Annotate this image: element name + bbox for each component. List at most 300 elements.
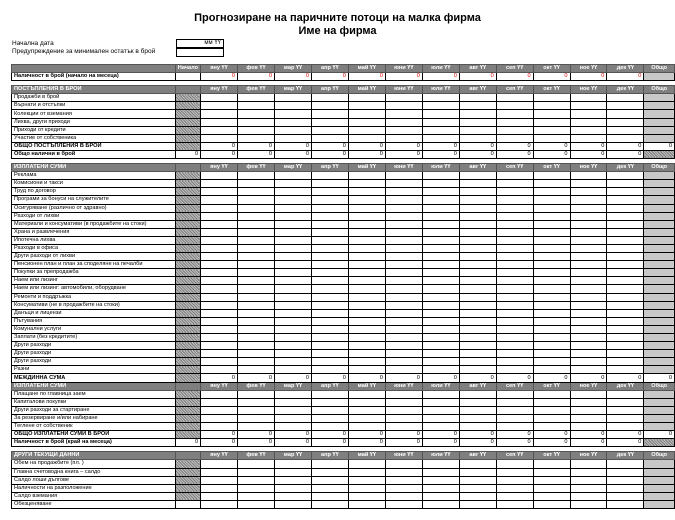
- month-cell[interactable]: [422, 460, 459, 468]
- month-cell[interactable]: [459, 102, 496, 110]
- month-cell[interactable]: [201, 484, 238, 492]
- month-cell[interactable]: [496, 102, 533, 110]
- month-cell[interactable]: [607, 277, 644, 285]
- month-cell[interactable]: [422, 484, 459, 492]
- month-cell[interactable]: 0: [607, 374, 644, 382]
- month-cell[interactable]: [459, 309, 496, 317]
- month-cell[interactable]: [607, 196, 644, 204]
- month-cell[interactable]: [311, 118, 348, 126]
- month-cell[interactable]: [311, 220, 348, 228]
- month-cell[interactable]: [385, 406, 422, 414]
- month-cell[interactable]: 0: [311, 73, 348, 81]
- month-cell[interactable]: [496, 212, 533, 220]
- month-cell[interactable]: [274, 102, 311, 110]
- month-cell[interactable]: [459, 476, 496, 484]
- month-cell[interactable]: [237, 180, 274, 188]
- month-cell[interactable]: [201, 285, 238, 293]
- month-cell[interactable]: [385, 204, 422, 212]
- month-cell[interactable]: [348, 188, 385, 196]
- month-cell[interactable]: [422, 134, 459, 142]
- month-cell[interactable]: [311, 301, 348, 309]
- month-cell[interactable]: [201, 94, 238, 102]
- month-cell[interactable]: [607, 212, 644, 220]
- month-cell[interactable]: [422, 269, 459, 277]
- month-cell[interactable]: [385, 212, 422, 220]
- month-cell[interactable]: [348, 317, 385, 325]
- month-cell[interactable]: [385, 476, 422, 484]
- month-cell[interactable]: [533, 253, 570, 261]
- month-cell[interactable]: [496, 172, 533, 180]
- month-cell[interactable]: [570, 204, 607, 212]
- month-cell[interactable]: [237, 398, 274, 406]
- month-cell[interactable]: 0: [237, 374, 274, 382]
- start-cell[interactable]: [175, 500, 200, 508]
- month-cell[interactable]: [422, 358, 459, 366]
- month-cell[interactable]: [348, 398, 385, 406]
- month-cell[interactable]: [496, 188, 533, 196]
- month-cell[interactable]: [533, 358, 570, 366]
- month-cell[interactable]: 0: [237, 431, 274, 439]
- month-cell[interactable]: [201, 301, 238, 309]
- month-cell[interactable]: [237, 476, 274, 484]
- month-cell[interactable]: [496, 342, 533, 350]
- month-cell[interactable]: [496, 261, 533, 269]
- month-cell[interactable]: [348, 285, 385, 293]
- month-cell[interactable]: [311, 172, 348, 180]
- month-cell[interactable]: [385, 358, 422, 366]
- month-cell[interactable]: [422, 325, 459, 333]
- month-cell[interactable]: [348, 269, 385, 277]
- month-cell[interactable]: [496, 180, 533, 188]
- min-balance-input[interactable]: [176, 48, 224, 57]
- month-cell[interactable]: [237, 134, 274, 142]
- month-cell[interactable]: [607, 261, 644, 269]
- month-cell[interactable]: [311, 366, 348, 374]
- month-cell[interactable]: 0: [496, 431, 533, 439]
- month-cell[interactable]: [237, 414, 274, 422]
- month-cell[interactable]: [496, 358, 533, 366]
- month-cell[interactable]: [311, 110, 348, 118]
- month-cell[interactable]: [237, 301, 274, 309]
- month-cell[interactable]: [422, 468, 459, 476]
- month-cell[interactable]: [274, 261, 311, 269]
- month-cell[interactable]: 0: [274, 150, 311, 158]
- month-cell[interactable]: [348, 118, 385, 126]
- month-cell[interactable]: [385, 414, 422, 422]
- month-cell[interactable]: [607, 468, 644, 476]
- month-cell[interactable]: [201, 253, 238, 261]
- month-cell[interactable]: [237, 500, 274, 508]
- month-cell[interactable]: [385, 285, 422, 293]
- month-cell[interactable]: [422, 342, 459, 350]
- month-cell[interactable]: [422, 309, 459, 317]
- month-cell[interactable]: [274, 285, 311, 293]
- month-cell[interactable]: [422, 253, 459, 261]
- month-cell[interactable]: 0: [274, 142, 311, 150]
- month-cell[interactable]: [201, 277, 238, 285]
- month-cell[interactable]: [274, 414, 311, 422]
- month-cell[interactable]: [311, 188, 348, 196]
- month-cell[interactable]: [533, 220, 570, 228]
- month-cell[interactable]: [311, 325, 348, 333]
- month-cell[interactable]: [274, 342, 311, 350]
- month-cell[interactable]: 0: [311, 142, 348, 150]
- month-cell[interactable]: [237, 212, 274, 220]
- month-cell[interactable]: [607, 118, 644, 126]
- month-cell[interactable]: [201, 134, 238, 142]
- month-cell[interactable]: [607, 317, 644, 325]
- month-cell[interactable]: [422, 301, 459, 309]
- month-cell[interactable]: [201, 414, 238, 422]
- month-cell[interactable]: 0: [311, 150, 348, 158]
- month-cell[interactable]: [348, 102, 385, 110]
- month-cell[interactable]: [237, 293, 274, 301]
- month-cell[interactable]: 0: [422, 142, 459, 150]
- month-cell[interactable]: [607, 220, 644, 228]
- month-cell[interactable]: [311, 317, 348, 325]
- month-cell[interactable]: 0: [496, 150, 533, 158]
- month-cell[interactable]: [311, 228, 348, 236]
- month-cell[interactable]: [459, 398, 496, 406]
- month-cell[interactable]: [201, 309, 238, 317]
- month-cell[interactable]: [237, 94, 274, 102]
- month-cell[interactable]: [533, 293, 570, 301]
- month-cell[interactable]: [607, 492, 644, 500]
- month-cell[interactable]: [385, 342, 422, 350]
- month-cell[interactable]: [311, 126, 348, 134]
- month-cell[interactable]: [201, 212, 238, 220]
- month-cell[interactable]: [533, 325, 570, 333]
- month-cell[interactable]: [496, 460, 533, 468]
- month-cell[interactable]: [422, 500, 459, 508]
- month-cell[interactable]: [274, 126, 311, 134]
- month-cell[interactable]: 0: [607, 439, 644, 447]
- month-cell[interactable]: [201, 366, 238, 374]
- month-cell[interactable]: [201, 460, 238, 468]
- month-cell[interactable]: 0: [385, 142, 422, 150]
- month-cell[interactable]: [422, 126, 459, 134]
- month-cell[interactable]: [348, 358, 385, 366]
- month-cell[interactable]: [201, 358, 238, 366]
- month-cell[interactable]: [496, 468, 533, 476]
- month-cell[interactable]: [570, 253, 607, 261]
- month-cell[interactable]: [570, 293, 607, 301]
- month-cell[interactable]: [496, 423, 533, 431]
- month-cell[interactable]: [607, 236, 644, 244]
- month-cell[interactable]: [422, 180, 459, 188]
- month-cell[interactable]: 0: [237, 150, 274, 158]
- month-cell[interactable]: [348, 110, 385, 118]
- month-cell[interactable]: 0: [348, 431, 385, 439]
- month-cell[interactable]: [422, 350, 459, 358]
- month-cell[interactable]: [570, 228, 607, 236]
- month-cell[interactable]: [459, 500, 496, 508]
- month-cell[interactable]: [385, 134, 422, 142]
- month-cell[interactable]: [422, 423, 459, 431]
- month-cell[interactable]: [385, 484, 422, 492]
- month-cell[interactable]: [496, 244, 533, 252]
- month-cell[interactable]: [348, 460, 385, 468]
- month-cell[interactable]: [237, 460, 274, 468]
- month-cell[interactable]: [237, 261, 274, 269]
- month-cell[interactable]: [385, 366, 422, 374]
- month-cell[interactable]: 0: [570, 142, 607, 150]
- month-cell[interactable]: [459, 406, 496, 414]
- month-cell[interactable]: [570, 277, 607, 285]
- month-cell[interactable]: [496, 277, 533, 285]
- month-cell[interactable]: [570, 285, 607, 293]
- month-cell[interactable]: [570, 180, 607, 188]
- month-cell[interactable]: [607, 110, 644, 118]
- month-cell[interactable]: [274, 204, 311, 212]
- month-cell[interactable]: [385, 350, 422, 358]
- month-cell[interactable]: [348, 244, 385, 252]
- month-cell[interactable]: [385, 460, 422, 468]
- month-cell[interactable]: 0: [533, 431, 570, 439]
- month-cell[interactable]: [533, 406, 570, 414]
- month-cell[interactable]: [201, 406, 238, 414]
- month-cell[interactable]: 0: [385, 431, 422, 439]
- month-cell[interactable]: [496, 476, 533, 484]
- month-cell[interactable]: [201, 317, 238, 325]
- month-cell[interactable]: [607, 398, 644, 406]
- month-cell[interactable]: [496, 126, 533, 134]
- month-cell[interactable]: [570, 390, 607, 398]
- month-cell[interactable]: [459, 358, 496, 366]
- month-cell[interactable]: [311, 285, 348, 293]
- month-cell[interactable]: [274, 94, 311, 102]
- month-cell[interactable]: [607, 269, 644, 277]
- month-cell[interactable]: [570, 460, 607, 468]
- month-cell[interactable]: [570, 492, 607, 500]
- month-cell[interactable]: [201, 172, 238, 180]
- month-cell[interactable]: [274, 317, 311, 325]
- month-cell[interactable]: [201, 110, 238, 118]
- month-cell[interactable]: [496, 236, 533, 244]
- month-cell[interactable]: [237, 366, 274, 374]
- month-cell[interactable]: [533, 414, 570, 422]
- month-cell[interactable]: [422, 414, 459, 422]
- month-cell[interactable]: [237, 118, 274, 126]
- month-cell[interactable]: 0: [533, 73, 570, 81]
- month-cell[interactable]: [496, 110, 533, 118]
- month-cell[interactable]: [348, 500, 385, 508]
- month-cell[interactable]: [533, 309, 570, 317]
- month-cell[interactable]: [311, 204, 348, 212]
- month-cell[interactable]: [496, 269, 533, 277]
- month-cell[interactable]: [348, 228, 385, 236]
- month-cell[interactable]: [533, 172, 570, 180]
- month-cell[interactable]: [607, 414, 644, 422]
- month-cell[interactable]: [570, 172, 607, 180]
- month-cell[interactable]: [496, 204, 533, 212]
- month-cell[interactable]: [459, 423, 496, 431]
- month-cell[interactable]: [570, 350, 607, 358]
- month-cell[interactable]: [607, 204, 644, 212]
- month-cell[interactable]: [274, 468, 311, 476]
- month-cell[interactable]: [237, 317, 274, 325]
- month-cell[interactable]: 0: [459, 150, 496, 158]
- month-cell[interactable]: [348, 334, 385, 342]
- month-cell[interactable]: [237, 228, 274, 236]
- month-cell[interactable]: [201, 390, 238, 398]
- month-cell[interactable]: [533, 134, 570, 142]
- month-cell[interactable]: [274, 220, 311, 228]
- month-cell[interactable]: [422, 220, 459, 228]
- month-cell[interactable]: [201, 261, 238, 269]
- month-cell[interactable]: 0: [459, 142, 496, 150]
- month-cell[interactable]: [274, 180, 311, 188]
- month-cell[interactable]: [533, 94, 570, 102]
- month-cell[interactable]: [459, 134, 496, 142]
- month-cell[interactable]: [422, 476, 459, 484]
- month-cell[interactable]: [201, 236, 238, 244]
- month-cell[interactable]: [533, 102, 570, 110]
- month-cell[interactable]: [311, 484, 348, 492]
- month-cell[interactable]: [201, 244, 238, 252]
- month-cell[interactable]: [496, 398, 533, 406]
- month-cell[interactable]: [422, 110, 459, 118]
- month-cell[interactable]: [496, 220, 533, 228]
- month-cell[interactable]: [348, 204, 385, 212]
- month-cell[interactable]: [607, 188, 644, 196]
- month-cell[interactable]: [385, 269, 422, 277]
- month-cell[interactable]: [459, 301, 496, 309]
- month-cell[interactable]: [533, 285, 570, 293]
- month-cell[interactable]: [607, 293, 644, 301]
- month-cell[interactable]: [570, 244, 607, 252]
- month-cell[interactable]: [311, 468, 348, 476]
- month-cell[interactable]: [496, 301, 533, 309]
- month-cell[interactable]: 0: [422, 431, 459, 439]
- month-cell[interactable]: [385, 468, 422, 476]
- month-cell[interactable]: [385, 102, 422, 110]
- month-cell[interactable]: [274, 309, 311, 317]
- month-cell[interactable]: [607, 500, 644, 508]
- month-cell[interactable]: 0: [496, 439, 533, 447]
- month-cell[interactable]: [201, 269, 238, 277]
- month-cell[interactable]: [348, 484, 385, 492]
- month-cell[interactable]: [422, 94, 459, 102]
- month-cell[interactable]: [274, 228, 311, 236]
- month-cell[interactable]: [311, 476, 348, 484]
- month-cell[interactable]: [311, 261, 348, 269]
- month-cell[interactable]: [311, 414, 348, 422]
- month-cell[interactable]: [385, 500, 422, 508]
- month-cell[interactable]: 0: [533, 374, 570, 382]
- month-cell[interactable]: [422, 398, 459, 406]
- month-cell[interactable]: [496, 350, 533, 358]
- month-cell[interactable]: 0: [422, 374, 459, 382]
- month-cell[interactable]: 0: [533, 142, 570, 150]
- month-cell[interactable]: [348, 366, 385, 374]
- month-cell[interactable]: [570, 406, 607, 414]
- month-cell[interactable]: [422, 172, 459, 180]
- month-cell[interactable]: [570, 261, 607, 269]
- month-cell[interactable]: [201, 342, 238, 350]
- month-cell[interactable]: [311, 269, 348, 277]
- month-cell[interactable]: 0: [274, 431, 311, 439]
- month-cell[interactable]: [201, 196, 238, 204]
- month-cell[interactable]: [422, 188, 459, 196]
- month-cell[interactable]: [385, 236, 422, 244]
- month-cell[interactable]: [385, 94, 422, 102]
- month-cell[interactable]: [496, 293, 533, 301]
- month-cell[interactable]: [607, 102, 644, 110]
- month-cell[interactable]: [311, 309, 348, 317]
- month-cell[interactable]: [274, 350, 311, 358]
- month-cell[interactable]: [348, 301, 385, 309]
- month-cell[interactable]: [496, 492, 533, 500]
- month-cell[interactable]: [348, 390, 385, 398]
- month-cell[interactable]: [311, 500, 348, 508]
- month-cell[interactable]: [274, 172, 311, 180]
- month-cell[interactable]: [274, 196, 311, 204]
- month-cell[interactable]: [348, 468, 385, 476]
- month-cell[interactable]: [201, 325, 238, 333]
- month-cell[interactable]: [496, 484, 533, 492]
- month-cell[interactable]: [533, 261, 570, 269]
- month-cell[interactable]: 0: [311, 431, 348, 439]
- month-cell[interactable]: [237, 468, 274, 476]
- month-cell[interactable]: [348, 236, 385, 244]
- month-cell[interactable]: [201, 398, 238, 406]
- month-cell[interactable]: [348, 94, 385, 102]
- month-cell[interactable]: [201, 476, 238, 484]
- month-cell[interactable]: [459, 196, 496, 204]
- month-cell[interactable]: [274, 423, 311, 431]
- month-cell[interactable]: [385, 126, 422, 134]
- month-cell[interactable]: [348, 406, 385, 414]
- month-cell[interactable]: [201, 350, 238, 358]
- month-cell[interactable]: [385, 325, 422, 333]
- month-cell[interactable]: [570, 94, 607, 102]
- month-cell[interactable]: [607, 390, 644, 398]
- month-cell[interactable]: [274, 134, 311, 142]
- month-cell[interactable]: 0: [201, 142, 238, 150]
- month-cell[interactable]: [385, 244, 422, 252]
- month-cell[interactable]: [385, 110, 422, 118]
- month-cell[interactable]: [459, 285, 496, 293]
- month-cell[interactable]: [607, 460, 644, 468]
- month-cell[interactable]: [348, 253, 385, 261]
- month-cell[interactable]: [607, 366, 644, 374]
- month-cell[interactable]: [459, 94, 496, 102]
- month-cell[interactable]: 0: [570, 150, 607, 158]
- month-cell[interactable]: [385, 196, 422, 204]
- month-cell[interactable]: [385, 228, 422, 236]
- month-cell[interactable]: [533, 188, 570, 196]
- month-cell[interactable]: [533, 236, 570, 244]
- month-cell[interactable]: [459, 366, 496, 374]
- month-cell[interactable]: [311, 180, 348, 188]
- month-cell[interactable]: [237, 334, 274, 342]
- month-cell[interactable]: [570, 118, 607, 126]
- month-cell[interactable]: [201, 118, 238, 126]
- month-cell[interactable]: [422, 244, 459, 252]
- month-cell[interactable]: [237, 172, 274, 180]
- month-cell[interactable]: [607, 358, 644, 366]
- month-cell[interactable]: [459, 244, 496, 252]
- month-cell[interactable]: [237, 358, 274, 366]
- month-cell[interactable]: [385, 277, 422, 285]
- month-cell[interactable]: [274, 253, 311, 261]
- month-cell[interactable]: [459, 277, 496, 285]
- month-cell[interactable]: [385, 334, 422, 342]
- month-cell[interactable]: [533, 212, 570, 220]
- month-cell[interactable]: [496, 390, 533, 398]
- month-cell[interactable]: [311, 342, 348, 350]
